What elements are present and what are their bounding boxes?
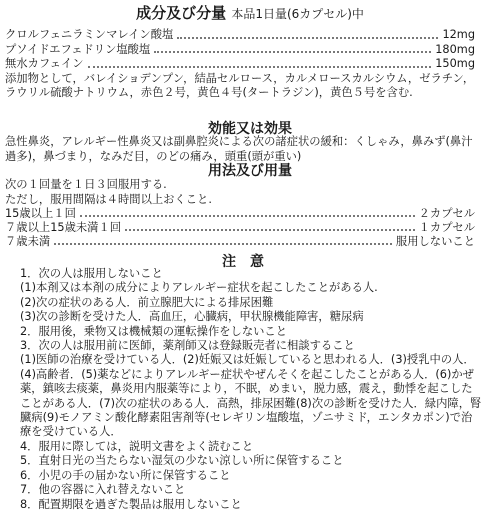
dosage-age: ７歳未満 <box>5 234 51 248</box>
precaution-item: 7．他の容器に入れ替えないこと <box>20 483 186 497</box>
precautions-list <box>20 267 482 512</box>
dosage-block <box>5 178 475 249</box>
ingredient-name: 無水カフェイン <box>5 57 84 71</box>
ingredient-amount: 180mg <box>435 42 475 56</box>
dosage-age: ７歳以上15歳未満１回 <box>5 220 122 234</box>
ingredient-row <box>5 57 475 72</box>
leader-dots <box>54 243 392 245</box>
dosage-amount: １カプセル <box>418 220 475 234</box>
precaution-item: (1)医師の治療を受けている人．(2)妊娠又は妊娠していると思われる人．(3)授乳中の人．(4)高齢者．(5)薬などによりアレルギー症状やぜんそくを起こしたことがある人．(6)かぜ薬，鎮咳去痰薬，鼻炎用内服薬等により，不眠，めまい，脱力感，震え，動悸を起こしたことがある人．(7)次の症状のある人．高熱，排尿困難(8)次の診断を受けた人．緑内障，腎臓病(9)モノアミン酸化酵素阻害剤等(セレギリン塩酸塩，ゾニサミド，エンタカポン)で治療を受けている人． <box>20 353 482 439</box>
precaution-item: 5．直射日光の当たらない湿気の少ない涼しい所に保管すること <box>20 454 344 468</box>
precaution-item: (1)本剤又は本剤の成分によりアレルギー症状を起こしたことがある人. <box>20 281 378 295</box>
precaution-item: 2．服用後，乗物又は機械類の運転操作をしないこと <box>20 324 288 338</box>
dosage-amount: 服用しないこと <box>395 234 475 248</box>
ingredient-row <box>5 28 475 43</box>
dosage-intro-line: 次の１回量を１日３回服用する. <box>5 178 167 191</box>
precaution-item: (3)次の診断を受けた人．高血圧，心臓病，甲状腺機能障害，糖尿病 <box>20 310 364 324</box>
ingredient-name: クロルフェニラミンマレイン酸塩 <box>5 28 174 41</box>
dosage-title: 用法及び用量 <box>208 163 292 179</box>
precaution-item: 3．次の人は服用前に医師，薬剤師又は登録販売者に相談すること <box>20 339 355 353</box>
leader-dots <box>154 51 431 53</box>
dosage-row <box>5 235 475 249</box>
dosage-row <box>5 207 475 221</box>
leader-dots <box>177 37 438 39</box>
ingredient-row <box>5 43 475 58</box>
precaution-item: 4．服用に際しては，説明文書をよく読むこと <box>20 439 254 453</box>
ingredient-amount: 12mg <box>442 28 475 41</box>
precaution-item: (2)次の症状のある人．前立腺肥大による排尿困難 <box>20 295 274 309</box>
ingredient-amount: 150mg <box>435 57 475 71</box>
dosage-row <box>5 221 475 235</box>
dosage-age: 15歳以上１回 <box>5 206 76 220</box>
precaution-item: 1．次の人は服用しないこと <box>20 267 163 280</box>
effects-text: 急性鼻炎，アレルギー性鼻炎又は副鼻腔炎による次の諸症状の緩和：くしゃみ，鼻みず(鼻汁過多)，鼻づまり，なみだ目，のどの痛み，頭重(頭が重い) <box>5 135 473 163</box>
composition-title: 成分及び分量 <box>136 4 227 22</box>
ingredient-name: プソイドエフェドリン塩酸塩 <box>5 42 151 56</box>
precaution-item: 8．配置期限を過ぎた製品は服用しないこと <box>20 497 242 511</box>
composition-heading <box>0 2 500 23</box>
leader-dots <box>80 215 415 217</box>
effects-title: 効能又は効果 <box>208 121 292 137</box>
precautions-title: 注意 <box>222 254 278 270</box>
additives-text: 添加物として，バレイショデンプン，結晶セルロース，カルメロースカルシウム，ゼラチン，ラウリル硫酸ナトリウム，赤色２号，黄色４号(タートラジン)，黄色５号を含む. <box>5 71 475 100</box>
dosage-intro-line: ただし，服用間隔は４時間以上おくこと. <box>5 192 212 206</box>
ingredient-list <box>5 28 475 101</box>
composition-subtitle: 本品1日量(6カプセル)中 <box>231 7 364 21</box>
leader-dots <box>125 229 415 231</box>
dosage-amount: ２カプセル <box>418 206 475 220</box>
precaution-item: 6．小児の手の届かない所に保管すること <box>20 468 231 482</box>
leader-dots <box>88 66 432 68</box>
